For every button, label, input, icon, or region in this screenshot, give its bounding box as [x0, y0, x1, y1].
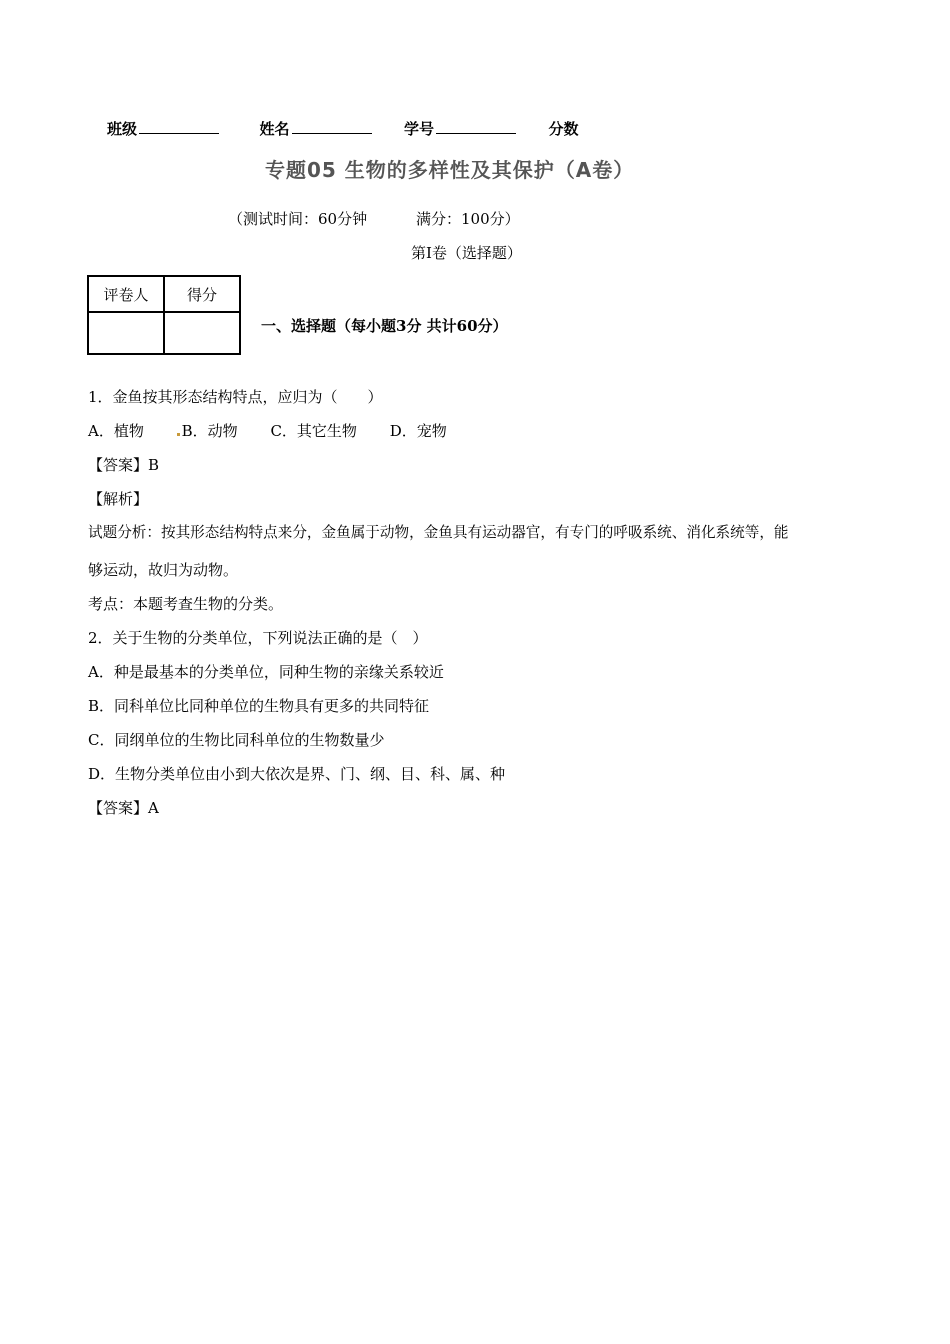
- q1-option-d: D．宠物: [389, 422, 447, 440]
- q2-option-b-text: ．同科单位比同种单位的生物具有更多的共同特征: [99, 697, 430, 715]
- q1-point: 考点：本题考查生物的分类。: [88, 595, 284, 613]
- section-title: 第I卷（选择题）: [411, 244, 522, 262]
- q1-option-c: C．其它生物: [270, 422, 357, 440]
- q2-option-b-letter: B: [88, 697, 100, 715]
- q1-analysis-line1: 试题分析：按其形态结构特点来分，金鱼属于动物，金鱼具有运动器官，有专门的呼吸系统、消化系统等，能: [88, 524, 789, 541]
- full-score: 满分：100分）: [416, 210, 520, 228]
- class-label: 班级: [107, 120, 138, 138]
- stray-dot: [177, 433, 180, 436]
- score-header: 得分: [164, 276, 240, 312]
- header-fields: [107, 117, 578, 139]
- q1-option-a: A．植物: [88, 422, 144, 440]
- q2-option-c: C．同纲单位的生物比同科单位的生物数量少: [88, 731, 385, 749]
- q1-analysis-label: 【解析】: [88, 490, 149, 508]
- q2-option-a: A．种是最基本的分类单位，同种生物的亲缘关系较近: [88, 663, 444, 681]
- score-cell[interactable]: [164, 312, 240, 354]
- page-title: 专题05 生物的多样性及其保护（A卷）: [265, 158, 635, 182]
- q2-answer: 【答案】A: [88, 799, 159, 817]
- q1-options: [88, 421, 447, 441]
- score-label: 分数: [548, 120, 579, 138]
- q1-stem: 1．金鱼按其形态结构特点，应归为（ ）: [88, 388, 383, 406]
- q1-analysis-line2: 够运动，故归为动物。: [88, 561, 239, 579]
- grader-header: 评卷人: [88, 276, 164, 312]
- q2-stem: 2．关于生物的分类单位，下列说法正确的是（ ）: [88, 629, 428, 647]
- q2-option-b: [88, 696, 429, 716]
- student-id-blank: [436, 117, 516, 134]
- q1-answer: 【答案】B: [88, 456, 160, 474]
- student-id-label: 学号: [403, 120, 434, 138]
- test-time: （测试时间：60分钟: [228, 210, 368, 228]
- q1-option-b: B．动物: [181, 422, 238, 440]
- part-heading: 一、选择题（每小题3分 共计60分）: [261, 317, 508, 335]
- grader-cell[interactable]: [88, 312, 164, 354]
- grader-table: [87, 275, 241, 355]
- q2-option-d: D．生物分类单位由小到大依次是界、门、纲、目、科、属、种: [88, 765, 506, 783]
- class-blank: [139, 117, 219, 134]
- name-label: 姓名: [259, 120, 290, 138]
- name-blank: [292, 117, 372, 134]
